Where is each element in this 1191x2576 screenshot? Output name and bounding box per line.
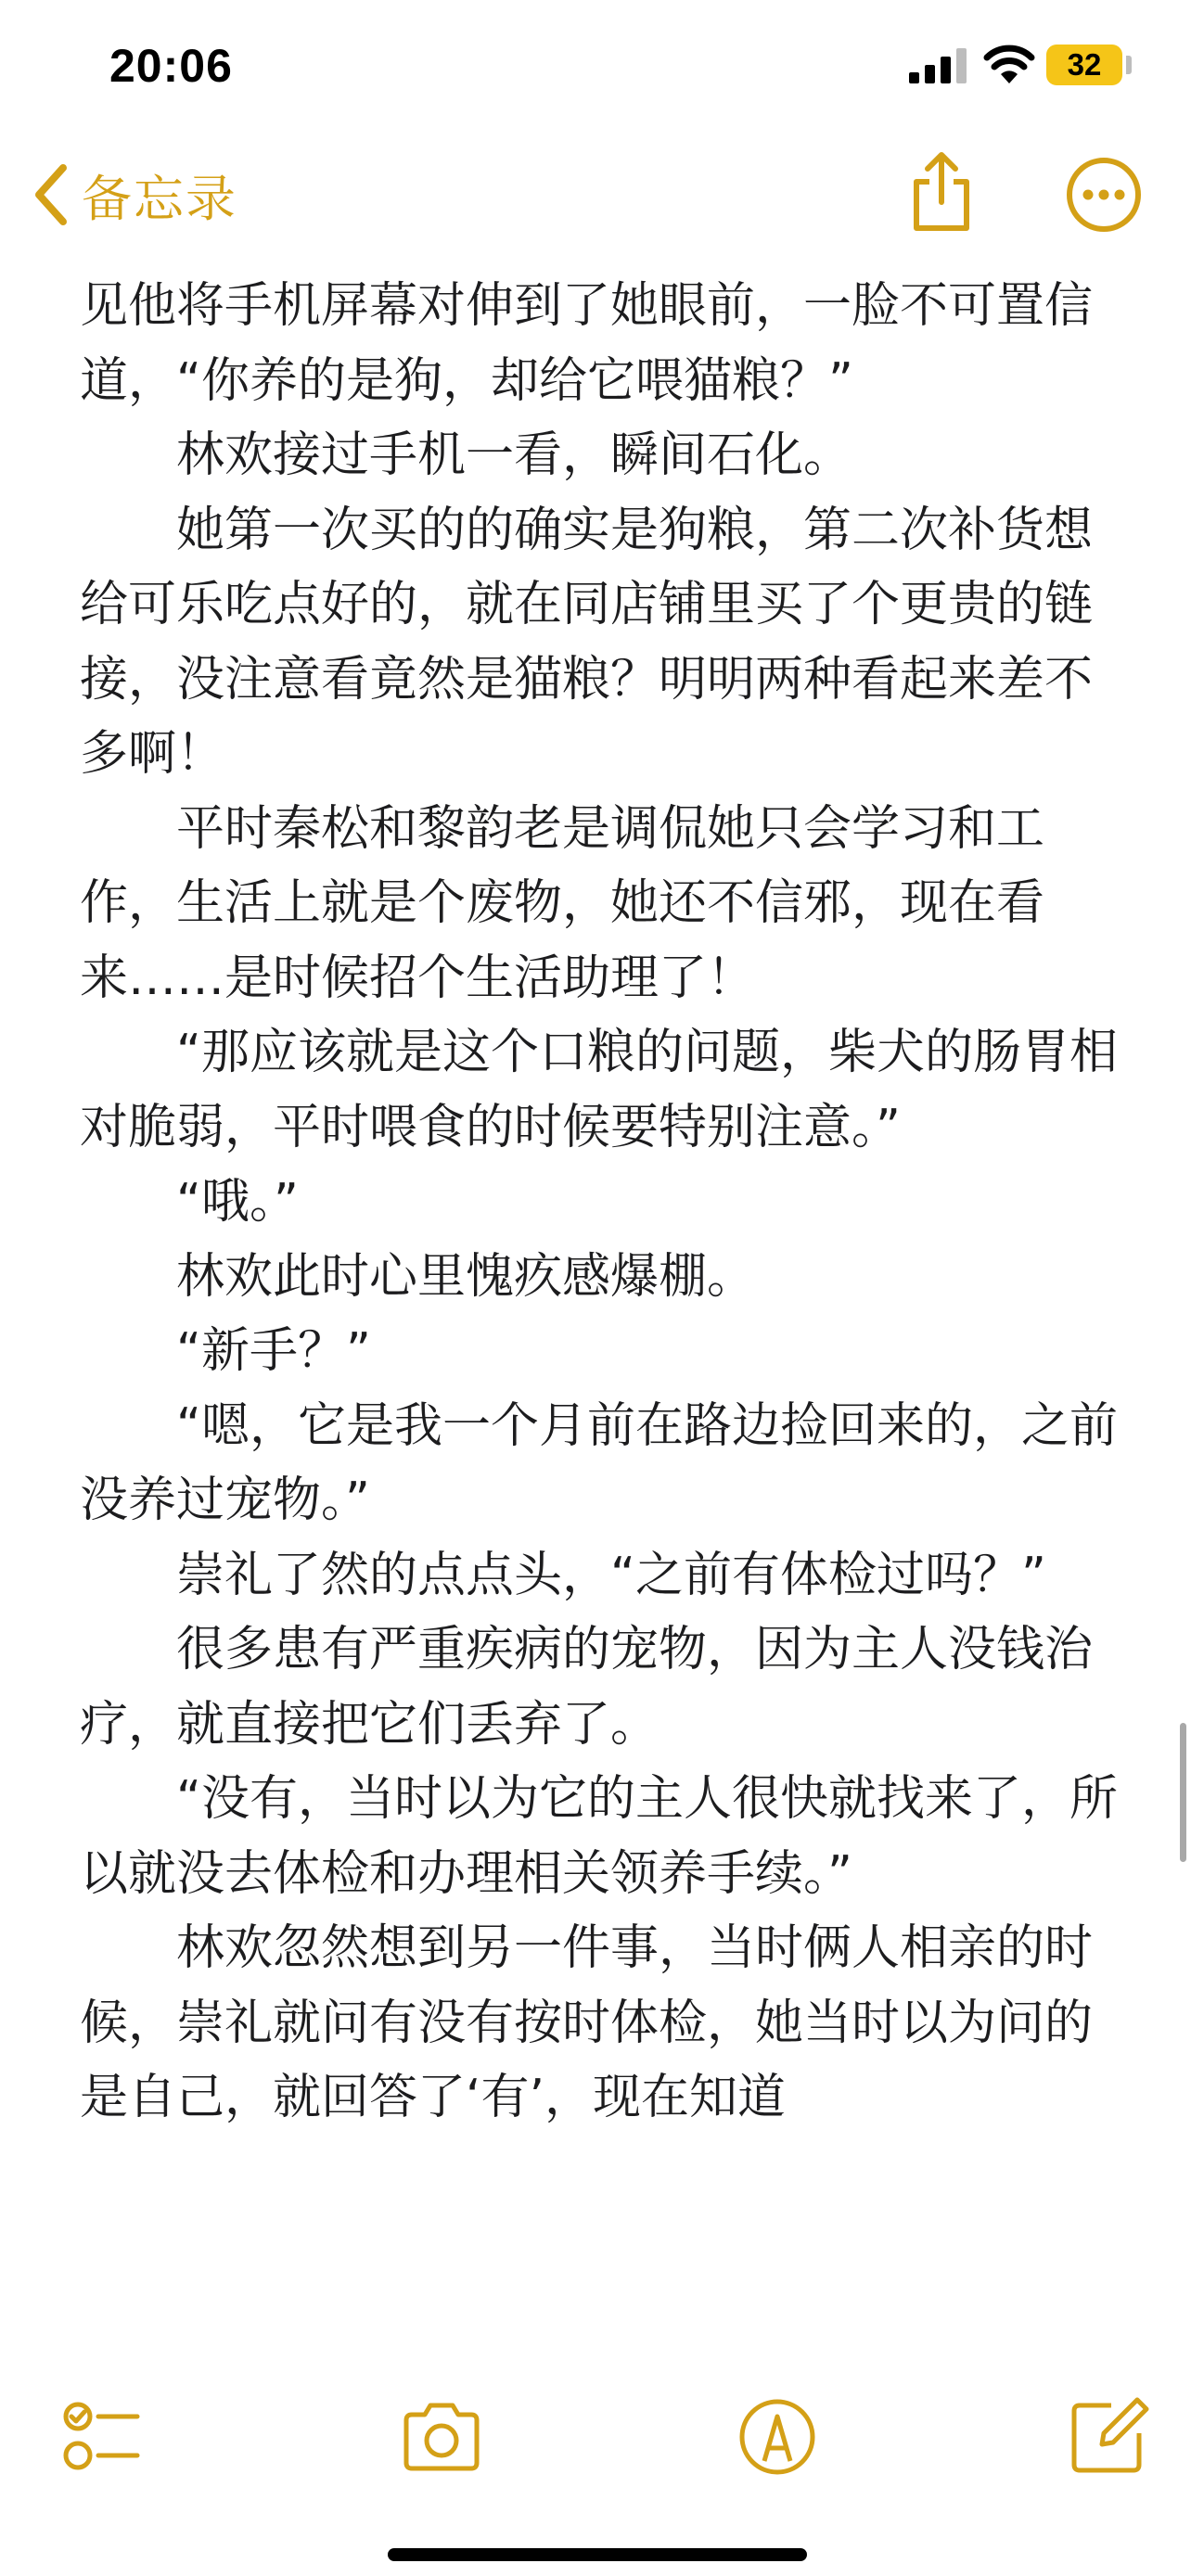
back-button-label: 备忘录: [82, 169, 237, 228]
checklist-icon[interactable]: [58, 2392, 147, 2481]
note-paragraph: 林欢此时心里愧疚感爆棚。: [176, 1248, 756, 1305]
note-paragraph: “新手？”: [176, 1323, 371, 1379]
battery-indicator: 32: [1046, 45, 1122, 85]
bottom-toolbar: [0, 2392, 1191, 2485]
note-body[interactable]: [80, 269, 1119, 2346]
note-paragraph: 很多患有严重疾病的宠物，因为主人没钱治疗，就直接把它们丢弃了。: [80, 1622, 1094, 1753]
note-paragraph: 见他将手机屏幕对伸到了她眼前，一脸不可置信道，“你养的是狗，却给它喂猫粮？”: [80, 278, 1094, 409]
note-paragraph: 平时秦松和黎韵老是调侃她只会学习和工作，生活上就是个废物，她还不信邪，现在看来……是时候招个生活助理了！: [80, 800, 1045, 1006]
cellular-signal-icon: [909, 48, 970, 83]
chevron-left-icon: [32, 162, 69, 227]
note-paragraph: “没有，当时以为它的主人很快就找来了，所以就没去体检和办理相关领养手续。”: [80, 1771, 1118, 1902]
markup-pen-icon[interactable]: [733, 2392, 822, 2481]
camera-icon[interactable]: [397, 2392, 486, 2481]
nav-bar: [0, 139, 1191, 250]
compose-icon[interactable]: [1063, 2392, 1152, 2481]
note-paragraph: “哦。”: [176, 1174, 299, 1230]
share-icon[interactable]: [907, 150, 976, 234]
note-paragraph: 林欢接过手机一看，瞬间石化。: [176, 427, 852, 483]
home-indicator: [388, 2548, 807, 2561]
wifi-icon: [983, 45, 1035, 83]
note-paragraph: 她第一次买的的确实是狗粮，第二次补货想给可乐吃点好的，就在同店铺里买了个更贵的链接，没注意看竟然是猫粮？明明两种看起来差不多啊！: [80, 502, 1094, 782]
back-button[interactable]: [32, 159, 237, 230]
note-paragraph: “那应该就是这个口粮的问题，柴犬的肠胃相对脆弱，平时喂食的时候要特别注意。”: [80, 1025, 1118, 1155]
status-time: 20:06: [109, 40, 233, 92]
status-bar: [0, 0, 1191, 139]
scroll-indicator[interactable]: [1180, 1723, 1186, 1862]
note-paragraph: 崇礼了然的点点头，“之前有体检过吗？”: [176, 1547, 1046, 1603]
note-paragraph: 林欢忽然想到另一件事，当时俩人相亲的时候，崇礼就问有没有按时体检，她当时以为问的是自己，就回答了‘有’，现在知道: [80, 1920, 1094, 2125]
battery-tip: [1126, 56, 1132, 74]
note-paragraph: “嗯，它是我一个月前在路边捡回来的，之前没养过宠物。”: [80, 1397, 1118, 1528]
ellipsis-circle-icon[interactable]: [1065, 156, 1143, 234]
